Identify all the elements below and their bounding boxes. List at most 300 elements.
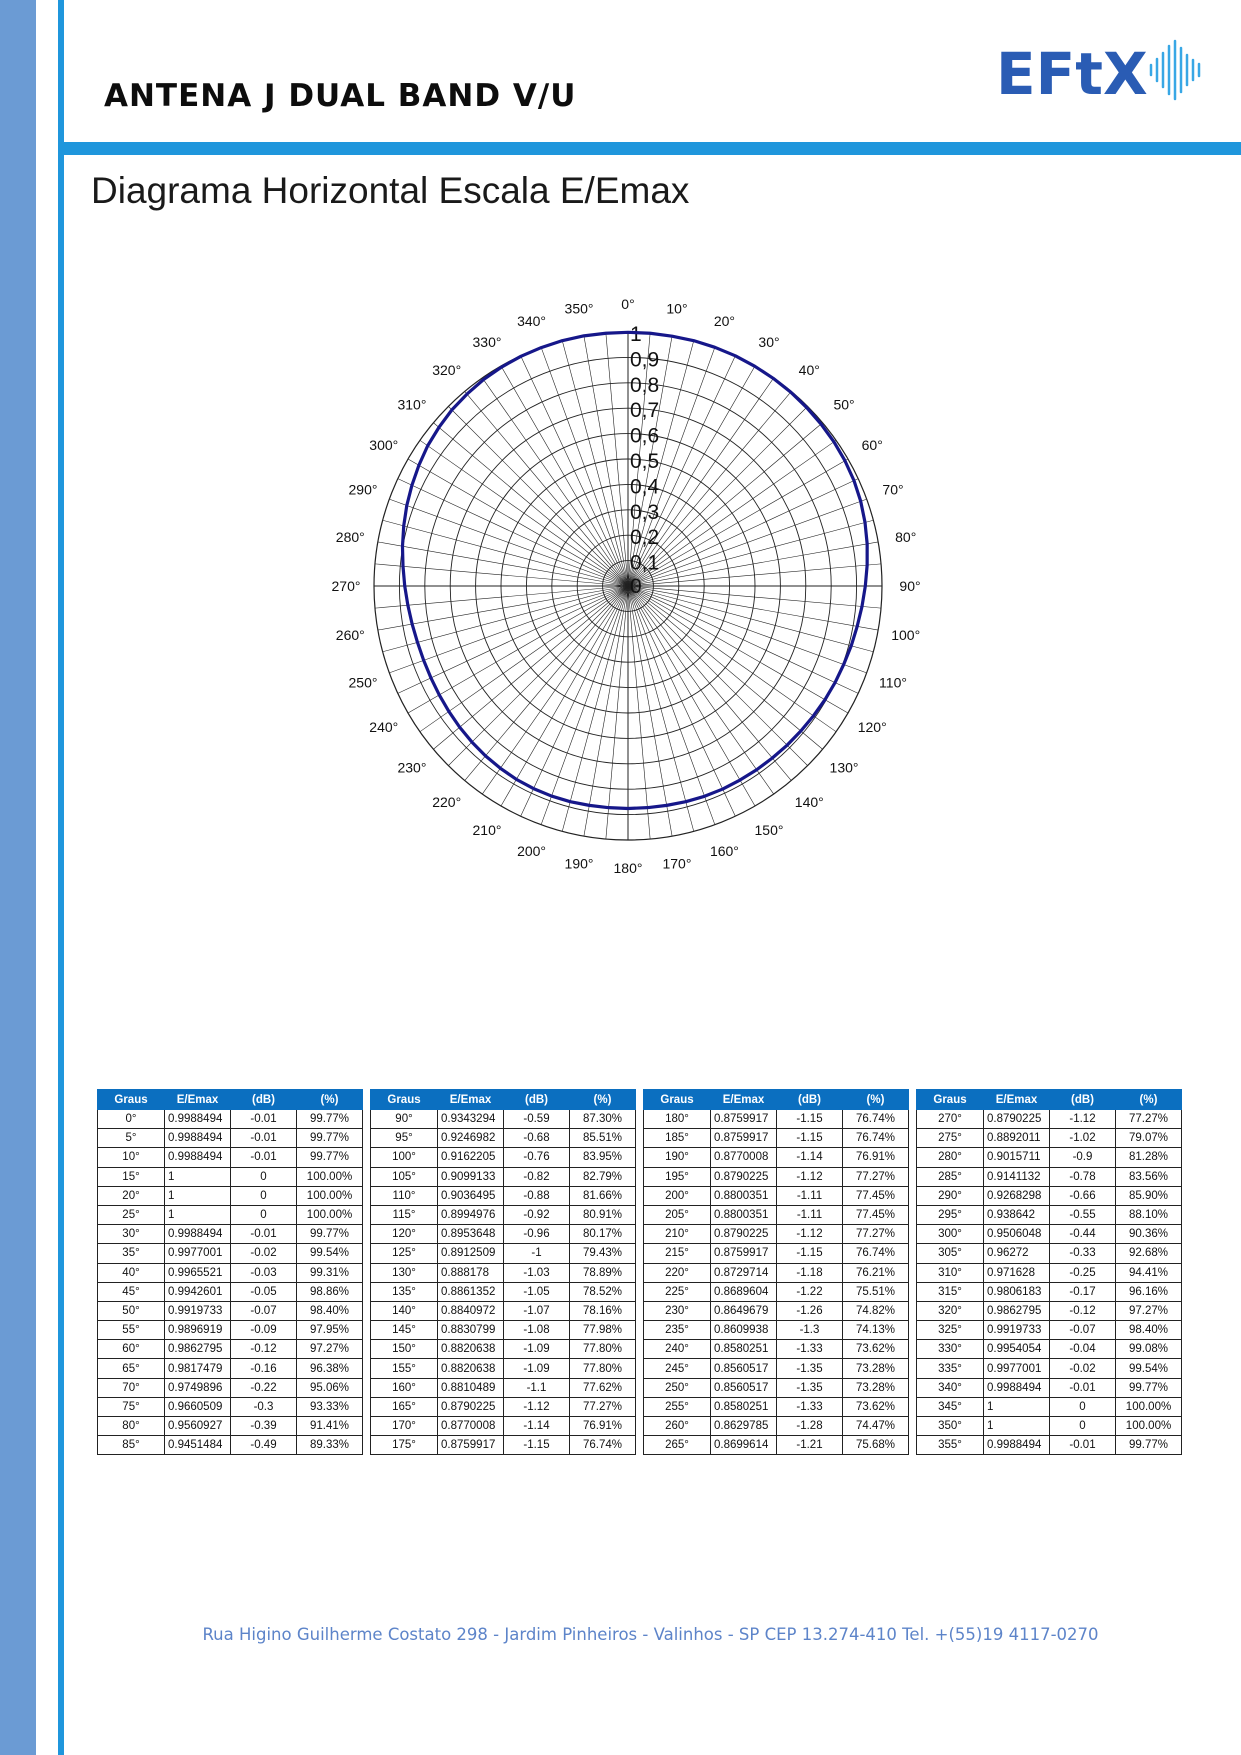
cell-db: -1.18 — [777, 1263, 843, 1282]
cell-degrees: 170° — [371, 1417, 438, 1436]
angle-tick-label: 160° — [709, 842, 739, 859]
table-row — [644, 1321, 909, 1340]
table-row — [98, 1397, 363, 1416]
table-row — [644, 1359, 909, 1378]
cell-db: -0.07 — [231, 1301, 297, 1320]
cell-degrees: 205° — [644, 1205, 711, 1224]
cell-percent: 89.33% — [297, 1436, 363, 1455]
cell-percent: 79.43% — [570, 1244, 636, 1263]
cell-degrees: 95° — [371, 1129, 438, 1148]
radial-tick-label: 0,6 — [630, 424, 660, 448]
footer-address: Rua Higino Guilherme Costato 298 - Jardim Pinheiros - Valinhos - SP CEP 13.274-410 Tel. +(55)19 4117-0270 — [202, 1625, 1099, 1644]
cell-percent: 85.90% — [1116, 1186, 1182, 1205]
cell-percent: 75.51% — [843, 1282, 909, 1301]
cell-e-emax: 0.9660509 — [165, 1397, 231, 1416]
cell-degrees: 270° — [917, 1110, 984, 1129]
cell-e-emax: 0.8770008 — [438, 1417, 504, 1436]
cell-percent: 76.74% — [570, 1436, 636, 1455]
angle-tick-label: 240° — [369, 719, 399, 735]
cell-e-emax: 0.9246982 — [438, 1129, 504, 1148]
cell-db: -0.44 — [1050, 1225, 1116, 1244]
radial-tick-label: 0,7 — [630, 399, 660, 423]
grid-spoke — [408, 586, 628, 713]
cell-db: -0.59 — [504, 1110, 570, 1129]
cell-percent: 98.40% — [1116, 1321, 1182, 1340]
cell-e-emax: 0.8994976 — [438, 1205, 504, 1224]
table-row — [644, 1186, 909, 1205]
cell-db: -1.26 — [777, 1301, 843, 1320]
cell-e-emax: 0.8790225 — [438, 1397, 504, 1416]
table-row — [371, 1225, 636, 1244]
angle-tick-label: 0° — [621, 296, 635, 312]
cell-db: -1.12 — [777, 1167, 843, 1186]
table-row — [917, 1263, 1182, 1282]
cell-degrees: 215° — [644, 1244, 711, 1263]
cell-degrees: 245° — [644, 1359, 711, 1378]
column-header: (dB) — [231, 1090, 297, 1110]
cell-percent: 76.74% — [843, 1129, 909, 1148]
angle-tick-label: 170° — [662, 855, 692, 872]
cell-db: -0.05 — [231, 1282, 297, 1301]
column-header: (dB) — [504, 1090, 570, 1110]
cell-percent: 77.27% — [1116, 1110, 1182, 1129]
column-header: Graus — [98, 1090, 165, 1110]
cell-db: 0 — [231, 1186, 297, 1205]
cell-percent: 90.36% — [1116, 1225, 1182, 1244]
cell-degrees: 275° — [917, 1129, 984, 1148]
cell-e-emax: 0.9919733 — [165, 1301, 231, 1320]
cell-e-emax: 0.9162205 — [438, 1148, 504, 1167]
cell-db: -1.14 — [777, 1148, 843, 1167]
column-header: (%) — [297, 1090, 363, 1110]
angle-tick-label: 280° — [335, 529, 365, 546]
table-row — [371, 1301, 636, 1320]
grid-spoke — [501, 366, 628, 586]
table-row — [98, 1244, 363, 1263]
column-header: E/Emax — [438, 1090, 504, 1110]
table-row — [98, 1301, 363, 1320]
cell-degrees: 175° — [371, 1436, 438, 1455]
cell-e-emax: 0.8580251 — [711, 1397, 777, 1416]
cell-e-emax: 0.8953648 — [438, 1225, 504, 1244]
cell-e-emax: 0.9919733 — [984, 1321, 1050, 1340]
cell-degrees: 75° — [98, 1397, 165, 1416]
cell-db: -0.9 — [1050, 1148, 1116, 1167]
cell-e-emax: 0.8560517 — [711, 1359, 777, 1378]
table-row — [98, 1129, 363, 1148]
angle-tick-label: 140° — [794, 794, 824, 811]
grid-spoke — [383, 586, 628, 652]
cell-db: -1 — [504, 1244, 570, 1263]
cell-db: -0.68 — [504, 1129, 570, 1148]
table-row — [917, 1129, 1182, 1148]
table-row — [98, 1378, 363, 1397]
cell-percent: 99.77% — [297, 1148, 363, 1167]
cell-e-emax: 0.8759917 — [438, 1436, 504, 1455]
cell-db: -0.49 — [231, 1436, 297, 1455]
cell-degrees: 135° — [371, 1282, 438, 1301]
cell-e-emax: 0.9560927 — [165, 1417, 231, 1436]
cell-degrees: 280° — [917, 1148, 984, 1167]
cell-e-emax: 0.8912509 — [438, 1244, 504, 1263]
table-row — [98, 1167, 363, 1186]
cell-db: 0 — [1050, 1397, 1116, 1416]
table-header-row — [98, 1090, 363, 1110]
cell-e-emax: 0.9506048 — [984, 1225, 1050, 1244]
angle-tick-label: 150° — [754, 822, 784, 839]
cell-db: -0.07 — [1050, 1321, 1116, 1340]
data-table-block — [916, 1089, 1182, 1455]
cell-degrees: 10° — [98, 1148, 165, 1167]
cell-percent: 94.41% — [1116, 1263, 1182, 1282]
cell-degrees: 180° — [644, 1110, 711, 1129]
table-row — [644, 1225, 909, 1244]
cell-db: -0.01 — [231, 1129, 297, 1148]
cell-db: -1.09 — [504, 1340, 570, 1359]
cell-percent: 100.00% — [297, 1167, 363, 1186]
cell-percent: 100.00% — [297, 1205, 363, 1224]
cell-e-emax: 0.9988494 — [165, 1148, 231, 1167]
table-row — [917, 1282, 1182, 1301]
angle-tick-label: 310° — [397, 396, 427, 413]
cell-percent: 95.06% — [297, 1378, 363, 1397]
side-accent-bar-dark — [58, 0, 64, 1755]
cell-e-emax: 0.8560517 — [711, 1378, 777, 1397]
radial-tick-label: 0,9 — [630, 348, 660, 372]
cell-degrees: 50° — [98, 1301, 165, 1320]
cell-e-emax: 0.8840972 — [438, 1301, 504, 1320]
cell-e-emax: 0.9954054 — [984, 1340, 1050, 1359]
cell-percent: 100.00% — [1116, 1417, 1182, 1436]
cell-percent: 77.27% — [843, 1167, 909, 1186]
cell-degrees: 150° — [371, 1340, 438, 1359]
sound-wave-icon — [1151, 41, 1199, 99]
radial-tick-label: 0,2 — [630, 526, 660, 550]
document-title: ANTENA J DUAL BAND V/U — [104, 78, 577, 114]
table-row — [98, 1282, 363, 1301]
cell-degrees: 20° — [98, 1186, 165, 1205]
cell-degrees: 30° — [98, 1225, 165, 1244]
table-row — [371, 1417, 636, 1436]
cell-degrees: 130° — [371, 1263, 438, 1282]
table-row — [917, 1148, 1182, 1167]
cell-db: -1.07 — [504, 1301, 570, 1320]
angle-tick-label: 320° — [432, 361, 462, 378]
cell-degrees: 40° — [98, 1263, 165, 1282]
cell-degrees: 255° — [644, 1397, 711, 1416]
cell-percent: 75.68% — [843, 1436, 909, 1455]
column-header: Graus — [371, 1090, 438, 1110]
cell-percent: 97.27% — [1116, 1301, 1182, 1320]
cell-e-emax: 0.9862795 — [984, 1301, 1050, 1320]
angle-tick-label: 90° — [899, 578, 921, 594]
table-header-row — [644, 1090, 909, 1110]
cell-percent: 77.98% — [570, 1321, 636, 1340]
cell-db: -0.03 — [231, 1263, 297, 1282]
angle-tick-label: 290° — [348, 481, 378, 498]
table-row — [98, 1321, 363, 1340]
cell-e-emax: 0.8800351 — [711, 1205, 777, 1224]
cell-degrees: 5° — [98, 1129, 165, 1148]
grid-spoke — [628, 586, 694, 831]
cell-e-emax: 0.8790225 — [984, 1110, 1050, 1129]
cell-percent: 78.52% — [570, 1282, 636, 1301]
data-table-block — [643, 1089, 909, 1455]
cell-degrees: 60° — [98, 1340, 165, 1359]
table-row — [371, 1378, 636, 1397]
cell-e-emax: 0.9988494 — [984, 1436, 1050, 1455]
cell-db: -1.3 — [777, 1321, 843, 1340]
cell-e-emax: 0.8759917 — [711, 1244, 777, 1263]
cell-percent: 98.86% — [297, 1282, 363, 1301]
angle-tick-label: 200° — [517, 842, 547, 859]
cell-e-emax: 0.8729714 — [711, 1263, 777, 1282]
cell-percent: 100.00% — [1116, 1397, 1182, 1416]
cell-db: -1.21 — [777, 1436, 843, 1455]
cell-degrees: 110° — [371, 1186, 438, 1205]
cell-degrees: 45° — [98, 1282, 165, 1301]
table-row — [917, 1301, 1182, 1320]
cell-db: -0.76 — [504, 1148, 570, 1167]
cell-percent: 76.74% — [843, 1110, 909, 1129]
cell-e-emax: 0.8770008 — [711, 1148, 777, 1167]
cell-percent: 99.08% — [1116, 1340, 1182, 1359]
cell-degrees: 160° — [371, 1378, 438, 1397]
cell-degrees: 250° — [644, 1378, 711, 1397]
angle-tick-label: 110° — [879, 674, 907, 691]
table-row — [644, 1129, 909, 1148]
cell-db: -0.96 — [504, 1225, 570, 1244]
cell-percent: 100.00% — [297, 1186, 363, 1205]
cell-db: -0.82 — [504, 1167, 570, 1186]
cell-db: -1.15 — [777, 1129, 843, 1148]
section-title: Diagrama Horizontal Escala E/Emax — [91, 170, 690, 211]
polar-radiation-diagram — [260, 296, 980, 975]
cell-e-emax: 1 — [165, 1205, 231, 1224]
table-row — [98, 1340, 363, 1359]
cell-percent: 80.91% — [570, 1205, 636, 1224]
table-row — [917, 1436, 1182, 1455]
cell-percent: 73.28% — [843, 1359, 909, 1378]
table-row — [371, 1359, 636, 1378]
cell-percent: 77.62% — [570, 1378, 636, 1397]
cell-degrees: 0° — [98, 1110, 165, 1129]
cell-percent: 99.77% — [297, 1225, 363, 1244]
cell-percent: 78.89% — [570, 1263, 636, 1282]
table-row — [644, 1282, 909, 1301]
angle-tick-label: 120° — [857, 719, 887, 735]
table-row — [98, 1417, 363, 1436]
table-row — [98, 1359, 363, 1378]
cell-degrees: 350° — [917, 1417, 984, 1436]
cell-degrees: 265° — [644, 1436, 711, 1455]
cell-db: -1.15 — [777, 1110, 843, 1129]
cell-db: -0.25 — [1050, 1263, 1116, 1282]
cell-e-emax: 1 — [984, 1417, 1050, 1436]
cell-degrees: 305° — [917, 1244, 984, 1263]
radial-tick-label: 0 — [630, 575, 642, 598]
cell-degrees: 330° — [917, 1340, 984, 1359]
table-row — [917, 1110, 1182, 1129]
cell-percent: 82.79% — [570, 1167, 636, 1186]
cell-e-emax: 0.8830799 — [438, 1321, 504, 1340]
cell-degrees: 25° — [98, 1205, 165, 1224]
cell-percent: 99.77% — [1116, 1436, 1182, 1455]
logo-wordmark: EFtX — [996, 40, 1148, 108]
table-row — [644, 1244, 909, 1263]
table-row — [371, 1263, 636, 1282]
table-row — [371, 1282, 636, 1301]
cell-e-emax: 0.971628 — [984, 1263, 1050, 1282]
angle-tick-label: 340° — [517, 313, 547, 330]
cell-e-emax: 0.8759917 — [711, 1129, 777, 1148]
cell-e-emax: 0.8699614 — [711, 1436, 777, 1455]
cell-db: 0 — [231, 1167, 297, 1186]
angle-tick-label: 250° — [348, 674, 378, 691]
table-row — [98, 1436, 363, 1455]
cell-percent: 97.27% — [297, 1340, 363, 1359]
cell-percent: 77.80% — [570, 1340, 636, 1359]
cell-degrees: 260° — [644, 1417, 711, 1436]
cell-db: -0.16 — [231, 1359, 297, 1378]
column-header: (dB) — [777, 1090, 843, 1110]
table-row — [644, 1417, 909, 1436]
cell-percent: 73.28% — [843, 1378, 909, 1397]
cell-db: -0.17 — [1050, 1282, 1116, 1301]
cell-e-emax: 0.8649679 — [711, 1301, 777, 1320]
cell-db: -1.22 — [777, 1282, 843, 1301]
column-header: E/Emax — [711, 1090, 777, 1110]
cell-percent: 99.31% — [297, 1263, 363, 1282]
angle-tick-label: 100° — [891, 626, 921, 643]
cell-e-emax: 1 — [984, 1397, 1050, 1416]
cell-percent: 98.40% — [297, 1301, 363, 1320]
cell-e-emax: 0.8800351 — [711, 1186, 777, 1205]
cell-percent: 85.51% — [570, 1129, 636, 1148]
angle-tick-label: 30° — [758, 333, 780, 350]
side-accent-bar-light — [0, 0, 36, 1755]
cell-db: -0.02 — [231, 1244, 297, 1263]
angle-tick-label: 300° — [369, 437, 399, 453]
cell-degrees: 290° — [917, 1186, 984, 1205]
table-row — [917, 1321, 1182, 1340]
cell-db: -1.12 — [1050, 1110, 1116, 1129]
cell-e-emax: 0.8892011 — [984, 1129, 1050, 1148]
cell-e-emax: 0.9988494 — [165, 1110, 231, 1129]
cell-e-emax: 0.9896919 — [165, 1321, 231, 1340]
cell-db: -1.14 — [504, 1417, 570, 1436]
table-row — [98, 1148, 363, 1167]
table-row — [917, 1205, 1182, 1224]
column-header: Graus — [644, 1090, 711, 1110]
cell-percent: 74.82% — [843, 1301, 909, 1320]
cell-db: -1.12 — [504, 1397, 570, 1416]
table-row — [371, 1397, 636, 1416]
cell-e-emax: 0.9015711 — [984, 1148, 1050, 1167]
cell-db: -1.02 — [1050, 1129, 1116, 1148]
cell-degrees: 65° — [98, 1359, 165, 1378]
cell-db: -0.01 — [231, 1110, 297, 1129]
angle-tick-label: 230° — [397, 759, 427, 776]
cell-db: -1.11 — [777, 1205, 843, 1224]
cell-db: -0.01 — [231, 1225, 297, 1244]
data-tables — [97, 1089, 1189, 1455]
cell-degrees: 355° — [917, 1436, 984, 1455]
column-header: E/Emax — [165, 1090, 231, 1110]
angle-tick-label: 130° — [829, 759, 859, 776]
cell-percent: 79.07% — [1116, 1129, 1182, 1148]
radial-tick-label: 0,1 — [630, 551, 660, 575]
cell-e-emax: 0.9977001 — [165, 1244, 231, 1263]
angle-tick-label: 10° — [666, 300, 688, 317]
table-row — [98, 1186, 363, 1205]
cell-percent: 77.45% — [843, 1186, 909, 1205]
cell-percent: 99.77% — [1116, 1378, 1182, 1397]
table-row — [917, 1225, 1182, 1244]
table-row — [917, 1244, 1182, 1263]
cell-degrees: 240° — [644, 1340, 711, 1359]
column-header: (%) — [843, 1090, 909, 1110]
cell-e-emax: 0.9988494 — [165, 1129, 231, 1148]
cell-percent: 78.16% — [570, 1301, 636, 1320]
angle-tick-label: 20° — [713, 313, 736, 330]
cell-percent: 76.21% — [843, 1263, 909, 1282]
cell-percent: 93.33% — [297, 1397, 363, 1416]
cell-percent: 83.95% — [570, 1148, 636, 1167]
cell-percent: 96.16% — [1116, 1282, 1182, 1301]
cell-percent: 81.66% — [570, 1186, 636, 1205]
cell-percent: 97.95% — [297, 1321, 363, 1340]
radial-labels — [630, 323, 660, 598]
radial-tick-label: 0,4 — [630, 475, 660, 499]
cell-db: -0.04 — [1050, 1340, 1116, 1359]
cell-db: -1.33 — [777, 1397, 843, 1416]
cell-db: -1.1 — [504, 1378, 570, 1397]
cell-degrees: 295° — [917, 1205, 984, 1224]
table-row — [644, 1110, 909, 1129]
cell-degrees: 310° — [917, 1263, 984, 1282]
cell-e-emax: 0.8810489 — [438, 1378, 504, 1397]
cell-percent: 99.77% — [297, 1129, 363, 1148]
cell-e-emax: 0.8861352 — [438, 1282, 504, 1301]
cell-e-emax: 0.9141132 — [984, 1167, 1050, 1186]
angle-tick-label: 220° — [432, 794, 462, 811]
cell-degrees: 145° — [371, 1321, 438, 1340]
table-row — [371, 1321, 636, 1340]
cell-degrees: 100° — [371, 1148, 438, 1167]
cell-degrees: 210° — [644, 1225, 711, 1244]
radial-tick-label: 0,8 — [630, 373, 660, 397]
table-row — [371, 1244, 636, 1263]
cell-db: -0.12 — [1050, 1301, 1116, 1320]
table-row — [98, 1263, 363, 1282]
cell-db: -0.39 — [231, 1417, 297, 1436]
cell-degrees: 105° — [371, 1167, 438, 1186]
table-row — [371, 1436, 636, 1455]
cell-e-emax: 0.9988494 — [984, 1378, 1050, 1397]
cell-percent: 87.30% — [570, 1110, 636, 1129]
cell-db: 0 — [1050, 1417, 1116, 1436]
cell-degrees: 165° — [371, 1397, 438, 1416]
cell-db: -1.12 — [777, 1225, 843, 1244]
cell-degrees: 320° — [917, 1301, 984, 1320]
cell-percent: 99.54% — [297, 1244, 363, 1263]
cell-db: -0.3 — [231, 1397, 297, 1416]
angle-tick-label: 210° — [472, 822, 502, 839]
grid-spoke — [383, 520, 628, 586]
angle-tick-label: 260° — [335, 626, 365, 643]
cell-e-emax: 0.8790225 — [711, 1167, 777, 1186]
